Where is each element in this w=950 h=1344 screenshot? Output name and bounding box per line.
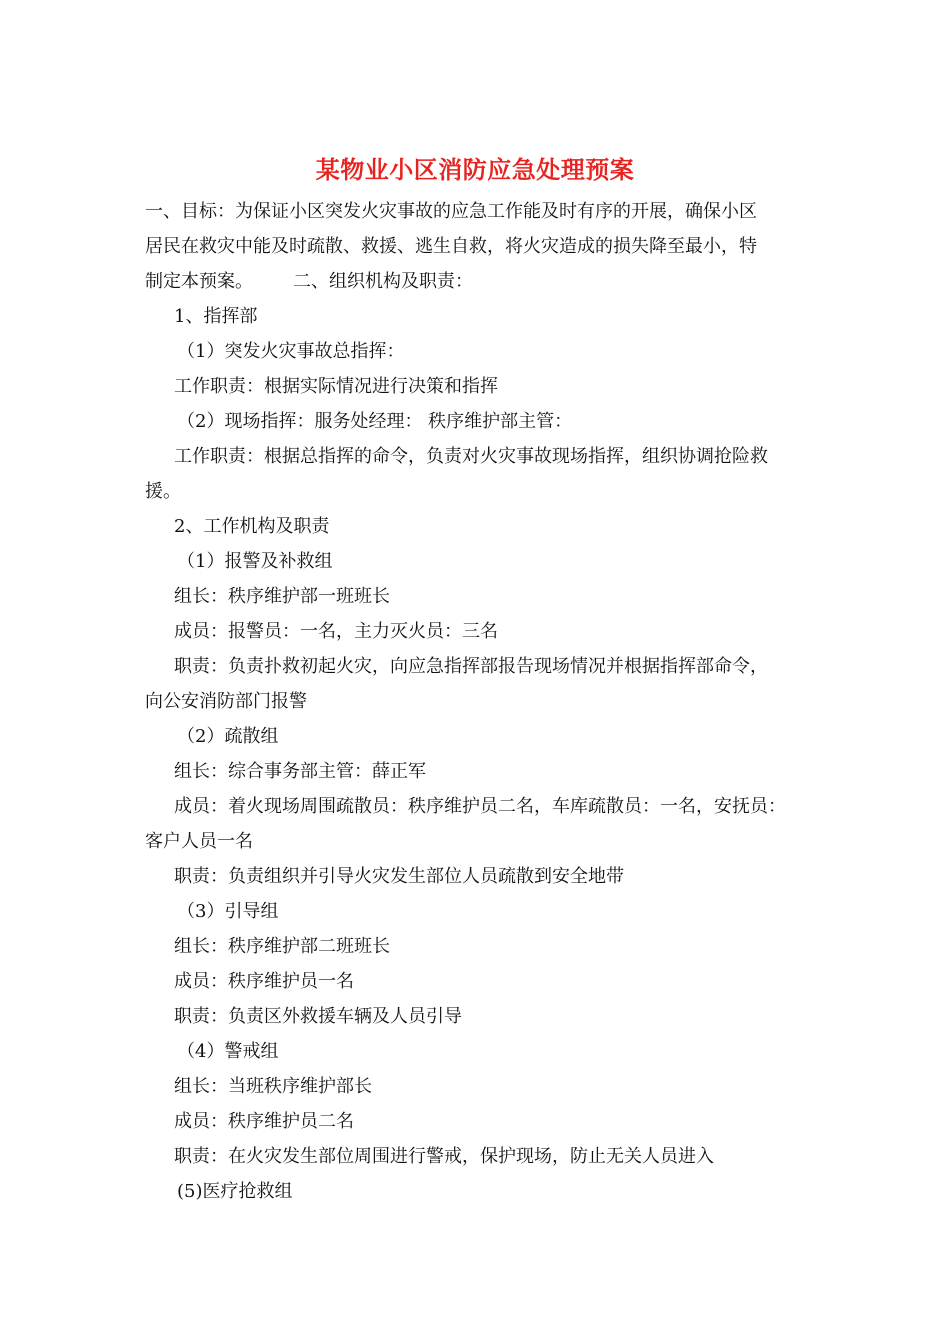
group-alarm-duty-line-1: 职责：负责扑救初起火灾，向应急指挥部报告现场情况并根据指挥部命令， (174, 656, 768, 677)
group-guide-members: 成员：秩序维护员一名 (174, 971, 354, 992)
heading-command-center: 1、指挥部 (174, 306, 258, 327)
group-guide-leader: 组长：秩序维护部二班班长 (174, 936, 390, 957)
group-medical-title: (5)医疗抢救组 (177, 1181, 293, 1202)
duty-site-command-line-1: 工作职责：根据总指挥的命令，负责对火灾事故现场指挥，组织协调抢险救 (174, 446, 768, 467)
paragraph-goal-line-3 (145, 264, 825, 299)
group-cordon-members: 成员：秩序维护员二名 (174, 1111, 354, 1132)
group-alarm-duty-line-2: 向公安消防部门报警 (145, 691, 307, 712)
group-cordon-title: （4）警戒组 (177, 1041, 279, 1062)
group-evacuation-members-line-1: 成员：着火现场周围疏散员：秩序维护员二名，车库疏散员：一名，安抚员： (174, 796, 786, 817)
goal-ending: 制定本预案。 (145, 271, 253, 292)
group-guide-title: （3）引导组 (177, 901, 279, 922)
heading-working-groups: 2、工作机构及职责 (174, 516, 330, 537)
paragraph-goal-line-1: 一、目标：为保证小区突发火灾事故的应急工作能及时有序的开展，确保小区 (145, 201, 757, 222)
group-cordon-leader: 组长：当班秩序维护部长 (174, 1076, 372, 1097)
section-heading-organization: 二、组织机构及职责： (293, 271, 473, 292)
group-evacuation-duty: 职责：负责组织并引导火灾发生部位人员疏散到安全地带 (174, 866, 624, 887)
item-commander: （1）突发火灾事故总指挥： (177, 341, 405, 362)
duty-site-command-line-2: 援。 (145, 481, 181, 502)
group-alarm-title: （1）报警及补救组 (177, 551, 333, 572)
group-alarm-leader: 组长：秩序维护部一班班长 (174, 586, 390, 607)
document-title: 某物业小区消防应急处理预案 (315, 155, 635, 184)
duty-commander: 工作职责：根据实际情况进行决策和指挥 (174, 376, 498, 397)
group-evacuation-leader: 组长：综合事务部主管：薛正军 (174, 761, 426, 782)
group-alarm-members: 成员：报警员：一名，主力灭火员：三名 (174, 621, 498, 642)
document-body (145, 194, 825, 1209)
group-evacuation-title: （2）疏散组 (177, 726, 279, 747)
group-guide-duty: 职责：负责区外救援车辆及人员引导 (174, 1006, 462, 1027)
paragraph-goal-line-2: 居民在救灾中能及时疏散、救援、逃生自救，将火灾造成的损失降至最小，特 (145, 236, 757, 257)
group-evacuation-members-line-2: 客户人员一名 (145, 831, 253, 852)
item-site-command: （2）现场指挥：服务处经理： 秩序维护部主管： (177, 411, 573, 432)
group-cordon-duty: 职责：在火灾发生部位周围进行警戒，保护现场，防止无关人员进入 (174, 1146, 714, 1167)
